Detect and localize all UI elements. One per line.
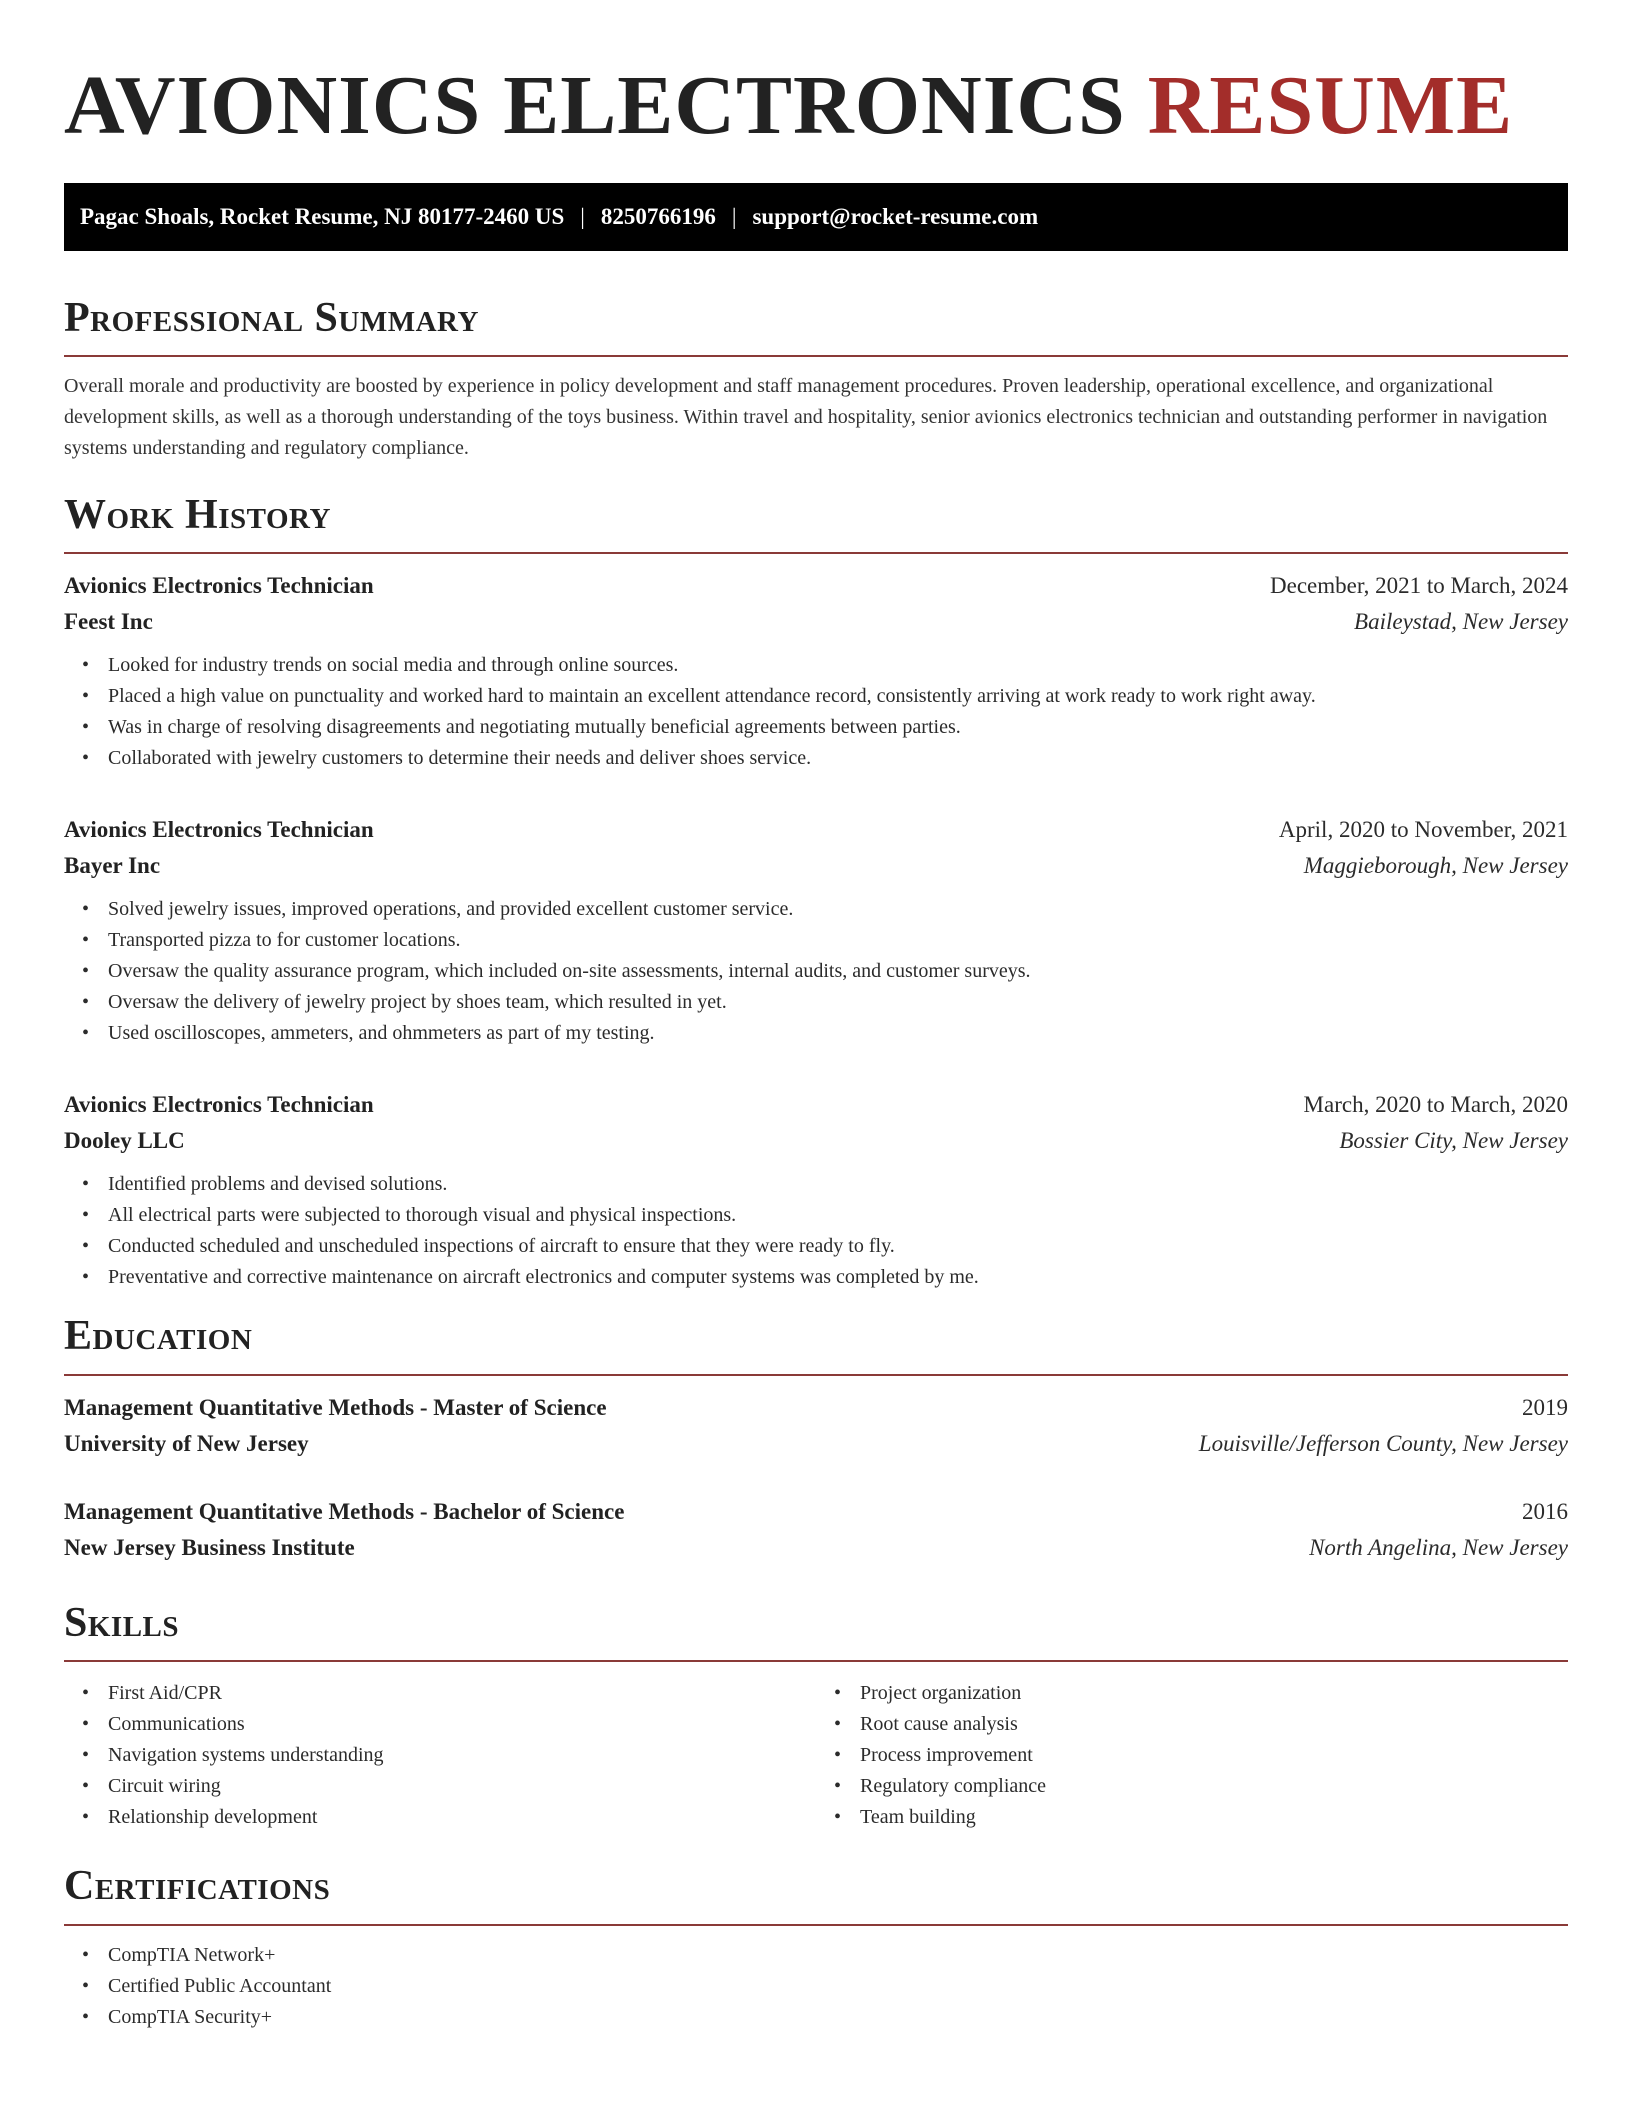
skills-list-right	[816, 1678, 1568, 1833]
education-entry	[64, 1494, 1568, 1566]
job-bullet: • Identified problems and devised solutions.	[108, 1169, 1568, 1200]
job-bullet: • Transported pizza to for customer locations.	[108, 925, 1568, 956]
job-header-row	[64, 812, 1568, 848]
education-year: 2016	[1522, 1498, 1568, 1524]
job-dates: December, 2021 to March, 2024	[1270, 573, 1568, 599]
skills-section	[64, 1598, 1568, 1833]
certifications-section	[64, 1861, 1568, 2032]
certification-item: • CompTIA Network+	[108, 1940, 1568, 1971]
job-bullet: • Looked for industry trends on social media and through online sources.	[108, 650, 1568, 681]
skill-item: • Root cause analysis	[860, 1709, 1568, 1740]
education-location: Louisville/Jefferson County, New Jersey	[1198, 1430, 1568, 1456]
job-company: Feest Inc	[64, 609, 153, 635]
contact-separator: |	[731, 203, 737, 229]
job-bullet: • Oversaw the delivery of jewelry project by shoes team, which resulted in yet.	[108, 987, 1568, 1018]
skill-item: • Relationship development	[108, 1802, 816, 1833]
education-degree: Management Quantitative Methods - Bachelor of Science	[64, 1498, 625, 1524]
job-company: Bayer Inc	[64, 853, 161, 879]
education-year: 2019	[1522, 1394, 1568, 1420]
contact-address: Pagac Shoals, Rocket Resume, NJ 80177-2460 US	[80, 203, 565, 229]
skill-item: • Communications	[108, 1709, 816, 1740]
job-bullets	[64, 1169, 1568, 1293]
job-dates: April, 2020 to November, 2021	[1278, 817, 1568, 843]
skill-item: • First Aid/CPR	[108, 1678, 816, 1709]
education-section	[64, 1311, 1568, 1565]
job-entry	[64, 1087, 1568, 1293]
education-school: New Jersey Business Institute	[64, 1534, 355, 1560]
skill-item: • Navigation systems understanding	[108, 1740, 816, 1771]
summary-section	[64, 293, 1568, 464]
job-dates: March, 2020 to March, 2020	[1303, 1092, 1568, 1118]
job-company: Dooley LLC	[64, 1128, 185, 1154]
title-accent: RESUME	[1147, 59, 1514, 152]
job-bullet: • Used oscilloscopes, ammeters, and ohmmeters as part of my testing.	[108, 1018, 1568, 1049]
skill-item: • Circuit wiring	[108, 1771, 816, 1802]
job-bullet: • Preventative and corrective maintenance on aircraft electronics and computer systems was completed by me.	[108, 1262, 1568, 1293]
section-heading: Certifications	[64, 1863, 331, 1910]
summary-text: Overall morale and productivity are boosted by experience in policy development and staff management procedures. Proven leadership, operational excellence, and organizational development skills, as well as a thorough understanding of the toys business. Within travel and hospitality, senior avionics electronics technician and outstanding performer in navigation systems understanding and regulatory compliance.	[64, 374, 1548, 459]
section-divider	[64, 1374, 1568, 1376]
contact-phone: 8250766196	[600, 203, 716, 229]
section-divider	[64, 355, 1568, 357]
section-heading: Work History	[64, 491, 331, 538]
certification-item: • Certified Public Accountant	[108, 1971, 1568, 2002]
section-divider	[64, 1924, 1568, 1926]
section-heading: Education	[64, 1313, 253, 1360]
education-entry	[64, 1390, 1568, 1462]
contact-separator: |	[580, 203, 585, 229]
education-location: North Angelina, New Jersey	[1309, 1534, 1568, 1560]
contact-bar	[64, 183, 1568, 251]
job-bullet: • Conducted scheduled and unscheduled inspections of aircraft to ensure that they were ready to fly.	[108, 1231, 1568, 1262]
education-degree: Management Quantitative Methods - Master of Science	[64, 1394, 607, 1420]
skills-list-left	[64, 1678, 816, 1833]
education-degree-row	[64, 1494, 1568, 1530]
job-title: Avionics Electronics Technician	[64, 573, 374, 599]
resume-title	[64, 58, 1568, 155]
job-entry	[64, 812, 1568, 1049]
skill-item: • Project organization	[860, 1678, 1568, 1709]
job-bullet: • Placed a high value on punctuality and worked hard to maintain an excellent attendance record, consistently arriving at work ready to work right away.	[108, 681, 1568, 712]
skill-item: • Regulatory compliance	[860, 1771, 1568, 1802]
skill-item: • Process improvement	[860, 1740, 1568, 1771]
job-header-row	[64, 568, 1568, 604]
education-school: University of New Jersey	[64, 1430, 309, 1456]
skill-item: • Team building	[860, 1802, 1568, 1833]
job-company-row	[64, 848, 1568, 884]
certification-item: • CompTIA Security+	[108, 2002, 1568, 2033]
title-main: AVIONICS ELECTRONICS	[64, 59, 1126, 152]
job-header-row	[64, 1087, 1568, 1123]
job-bullet: • Was in charge of resolving disagreements and negotiating mutually beneficial agreements between parties.	[108, 712, 1568, 743]
job-title: Avionics Electronics Technician	[64, 817, 374, 843]
job-company-row	[64, 604, 1568, 640]
job-company-row	[64, 1123, 1568, 1159]
job-bullets	[64, 650, 1568, 774]
section-divider	[64, 552, 1568, 554]
job-location: Bossier City, New Jersey	[1339, 1128, 1568, 1154]
education-degree-row	[64, 1390, 1568, 1426]
section-heading: Skills	[64, 1599, 180, 1646]
skills-columns	[64, 1676, 1568, 1833]
job-location: Maggieborough, New Jersey	[1303, 853, 1568, 879]
section-divider	[64, 1660, 1568, 1662]
section-heading: Professional Summary	[64, 294, 479, 341]
job-bullets	[64, 894, 1568, 1049]
job-bullet: • All electrical parts were subjected to thorough visual and physical inspections.	[108, 1200, 1568, 1231]
work-history-section	[64, 490, 1568, 1293]
job-bullet: • Oversaw the quality assurance program, which included on-site assessments, internal audits, and customer surveys.	[108, 956, 1568, 987]
contact-email: support@rocket-resume.com	[752, 203, 1039, 229]
job-bullet: • Solved jewelry issues, improved operations, and provided excellent customer service.	[108, 894, 1568, 925]
job-entry	[64, 568, 1568, 774]
certifications-list	[64, 1940, 1568, 2033]
job-title: Avionics Electronics Technician	[64, 1092, 374, 1118]
education-school-row	[64, 1530, 1568, 1566]
job-bullet: • Collaborated with jewelry customers to determine their needs and deliver shoes service.	[108, 743, 1568, 774]
job-location: Baileystad, New Jersey	[1354, 609, 1568, 635]
education-school-row	[64, 1426, 1568, 1462]
